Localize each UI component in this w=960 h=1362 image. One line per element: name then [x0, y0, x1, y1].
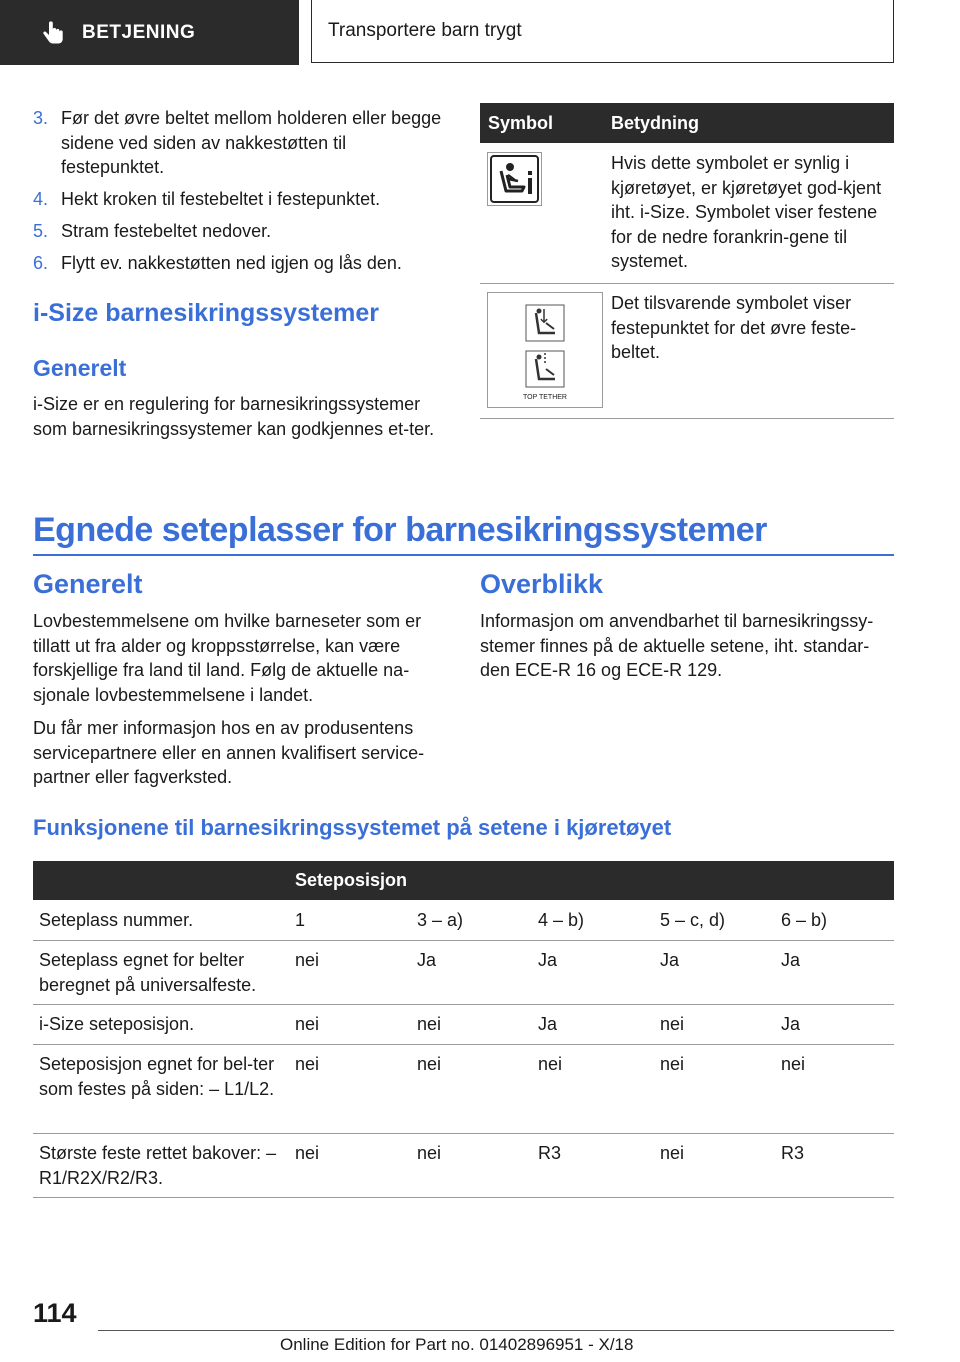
col-seteposisjon: Seteposisjon: [295, 870, 408, 890]
generelt-heading: Generelt: [33, 569, 143, 599]
isize-text: i-Size er en regulering for barnesikringssystemer som barnesikringssystemer kan godkjennes et-ter.: [33, 394, 435, 439]
step-text: Flytt ev. nakkestøtten ned igjen og lås den.: [61, 253, 402, 273]
cell: 6 – b): [781, 910, 828, 930]
cell: nei: [417, 1014, 442, 1034]
cell: nei: [295, 1014, 320, 1034]
step-number: 3.: [33, 108, 49, 128]
row-label: Største feste rettet bakover: – R1/R2X/R2/R3.: [39, 1143, 277, 1188]
cell: nei: [417, 1054, 442, 1074]
cell: nei: [295, 1054, 320, 1074]
cell: Ja: [781, 950, 801, 970]
cell: 4 – b): [538, 910, 585, 930]
cell: Ja: [538, 1014, 558, 1034]
cell: nei: [295, 950, 320, 970]
generelt-paragraph-2: Du får mer informasjon hos en av produsentens servicepartnere eller en annen kvalifisert service-partner eller fagverksted.: [33, 718, 425, 787]
row-label: i-Size seteposisjon.: [39, 1014, 195, 1034]
list-item: [33, 106, 453, 180]
heading-divider: [33, 554, 894, 556]
cell: nei: [295, 1143, 320, 1163]
funksjoner-heading: Funksjonene til barnesikringssystemet på setene i kjøretøyet: [33, 815, 672, 840]
isize-seat-icon: [487, 152, 542, 206]
table-row: [33, 1133, 894, 1198]
chapter-title: Transportere barn trygt: [328, 20, 522, 41]
step-text: Stram festebeltet nedover.: [61, 221, 272, 241]
list-item: [33, 187, 453, 212]
col-meaning: Betydning: [611, 112, 699, 133]
page-number: 114: [33, 1298, 77, 1328]
footer-divider: [98, 1330, 894, 1331]
cell: nei: [660, 1143, 685, 1163]
col-symbol: Symbol: [488, 112, 554, 133]
cell: nei: [660, 1014, 685, 1034]
overblikk-heading: Overblikk: [480, 569, 604, 599]
table-row: [33, 940, 894, 1005]
main-heading: Egnede seteplasser for barnesikringssystemer: [33, 511, 767, 549]
table-row: [33, 1004, 894, 1045]
list-item: [33, 219, 453, 244]
cell: Ja: [660, 950, 680, 970]
cell: Ja: [538, 950, 558, 970]
table-row: [480, 283, 894, 419]
list-item: [33, 251, 453, 276]
isize-subheading: Generelt: [33, 355, 127, 381]
isize-heading: i-Size barnesikringssystemer: [33, 299, 379, 327]
symbol-meaning: Hvis dette symbolet er synlig i kjøretøyet, er kjøretøyet god-kjent iht. i-Size. Symbolet viser festene for de nedre forankrin-gene til systemet.: [611, 153, 882, 271]
seat-table-header: [33, 861, 894, 900]
cell: R3: [781, 1143, 805, 1163]
table-row: [33, 1044, 894, 1134]
row-label: Seteplass egnet for belter beregnet på universalfeste.: [39, 950, 257, 995]
cell: Ja: [781, 1014, 801, 1034]
cell: 5 – c, d): [660, 910, 726, 930]
cell: nei: [781, 1054, 806, 1074]
cell: nei: [538, 1054, 563, 1074]
cell: Ja: [417, 950, 437, 970]
top-tether-icon: [487, 292, 603, 408]
symbol-table-header: [480, 103, 894, 143]
cell: 1: [295, 910, 306, 930]
section-tab: [0, 0, 299, 65]
section-label: BETJENING: [82, 21, 196, 43]
table-row: [33, 900, 894, 941]
top-tether-caption: TOP TETHER: [523, 394, 567, 401]
cell: R3: [538, 1143, 562, 1163]
row-label: Seteposisjon egnet for bel-ter som festes på siden: – L1/L2.: [39, 1054, 275, 1099]
cell: nei: [417, 1143, 442, 1163]
symbol-meaning: Det tilsvarende symbolet viser festepunktet for det øvre feste-beltet.: [611, 293, 857, 362]
cell: nei: [660, 1054, 685, 1074]
cell: 3 – a): [417, 910, 464, 930]
step-text: Før det øvre beltet mellom holderen eller begge sidene ved siden av nakkestøtten til festepunktet.: [61, 108, 442, 177]
generelt-paragraph-1: Lovbestemmelsene om hvilke barneseter som er tillatt ut fra alder og kroppsstørrelse, kan være forskjellige fra land til land. Følg de aktuelle na-sjonale lovbestemmelsene i landet.: [33, 611, 422, 705]
step-number: 6.: [33, 253, 49, 273]
step-text: Hekt kroken til festebeltet i festepunktet.: [61, 189, 381, 209]
chapter-title-box: [311, 0, 894, 63]
overblikk-text: Informasjon om anvendbarhet til barnesikringssy-stemer finnes på de aktuelle setene, iht. standar-den ECE-R 16 og ECE-R 129.: [480, 611, 874, 680]
step-number: 5.: [33, 221, 49, 241]
hand-pointer-icon: [40, 20, 66, 46]
row-label: Seteplass nummer.: [39, 910, 194, 930]
edition-text: Online Edition for Part no. 01402896951 - X/18: [280, 1335, 634, 1354]
table-row: [480, 143, 894, 284]
step-number: 4.: [33, 189, 49, 209]
